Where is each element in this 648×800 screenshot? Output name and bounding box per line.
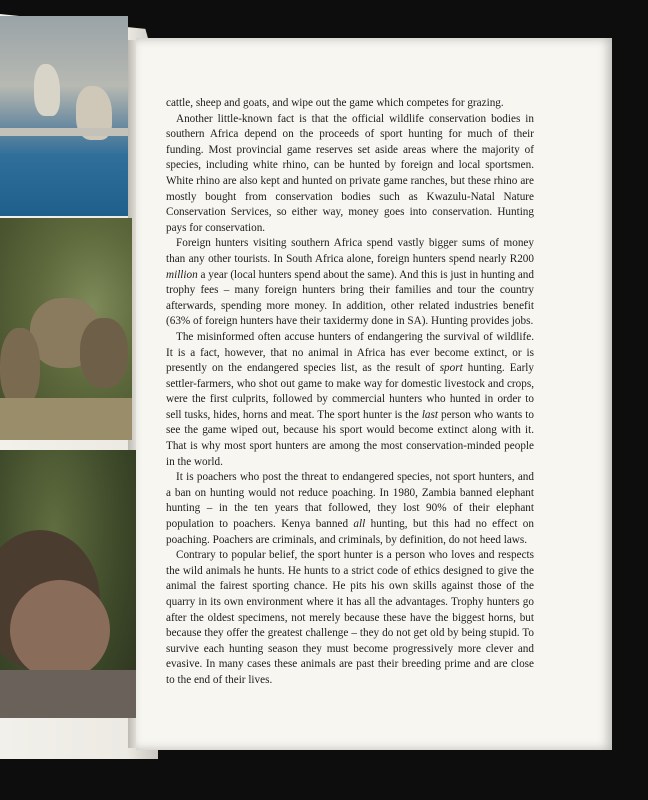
photo-waterbuck-herd [0,218,132,440]
body-text [166,96,534,689]
paragraph: Contrary to popular belief, the sport hunter is a person who loves and respects the wild animals he hunts. He hunts to a strict code of ethics designed to give the animal the fairest sporting chance. He pits his own skills against those of the quarry in its own environment where it has all the advantages. Trophy hunters go after the oldest specimens, not merely because these have the biggest horns, but because they offer the greatest challenge – they do not get old by being stupid. To survive each hunting season they must become progressively more clever and evasive. In many cases these animals are past their breeding prime and are close to the end of their lives. [166,549,534,686]
paragraph: cattle, sheep and goats, and wipe out the game which competes for grazing. [166,97,504,109]
photo-antelope-at-water [0,16,128,216]
photo-animal-on-road [0,450,136,718]
paragraph: The misinformed often accuse hunters of endangering the survival of wildlife. It is a fact, however, that no animal in Africa has ever become extinct, or is presently on the endangered species list, as the result of sport hunting. Early settler-farmers, who shot out game to make way for domestic livestock and crops, were the first culprits, followed by commercial hunters who hunted in order to sell tusks, hides, horns and meat. The sport hunter is the last person who wants to see the game wiped out, because his sport would become extinct along with it. That is why most sport hunters are among the most conservation-minded people in the world. [166,330,534,468]
paragraph: It is poachers who post the threat to endangered species, not sport hunters, and a ban on hunting would not reduce poaching. In 1980, Zambia banned elephant hunting – in the ten years that followed, they lost 90% of their elephant population to poachers. Kenya banned all hunting, but this had no effect on poaching. Poachers are criminals, and criminals, by definition, do not heed laws. [166,471,534,546]
paragraph: Another little-known fact is that the official wildlife conservation bodies in southern Africa depend on the proceeds of sport hunting for much of their funding. Most provincial game reserves set aside areas where the majority of species, including white rhino, can be hunted by foreign and local sportsmen. White rhino are also kept and hunted on private game ranches, but these rhino are mostly bought from conservation bodies such as Kwazulu-Natal Nature Conservation Services, so either way, money goes into conservation. Hunting pays for conservation. [166,112,534,234]
paragraph: Foreign hunters visiting southern Africa spend vastly bigger sums of money than any other tourists. In South Africa alone, foreign hunters spend nearly R200 million a year (local hunters spend about the same). And this is just in hunting and trophy fees – many foreign hunters bring their families and tour the country afterwards, spending more money. In addition, other related industries benefit (63% of foreign hunters have their taxidermy done in SA). Hunting provides jobs. [166,237,534,328]
